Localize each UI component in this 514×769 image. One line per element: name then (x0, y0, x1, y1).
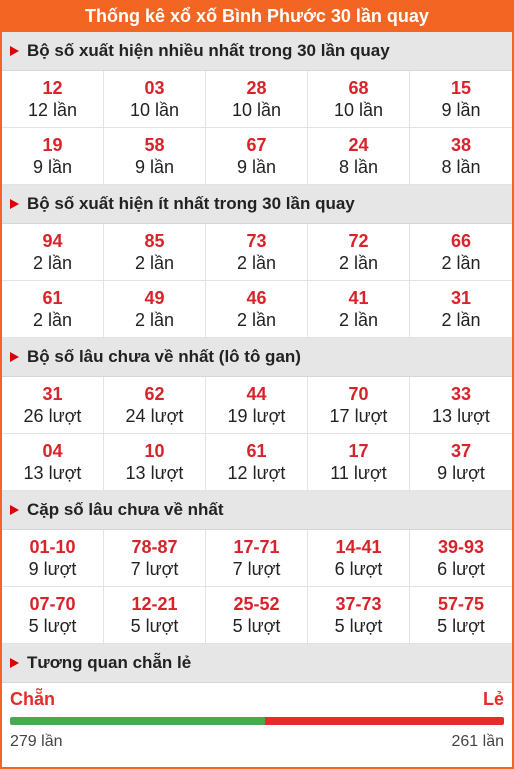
section-heading (2, 338, 512, 377)
occurrence-count: 9 lượt (437, 463, 485, 483)
number-cell (2, 128, 104, 185)
odd-count: 261 lần (451, 733, 504, 750)
lottery-number[interactable]: 67 (246, 135, 267, 155)
occurrence-count: 2 lần (134, 253, 175, 273)
number-cell (410, 377, 512, 434)
number-cell (410, 587, 512, 644)
number-cell (206, 281, 308, 338)
lottery-number[interactable]: 78-87 (131, 537, 178, 557)
number-cell (2, 587, 104, 644)
occurrence-count: 7 lượt (232, 559, 281, 579)
lottery-number[interactable]: 12 (42, 78, 63, 98)
lottery-number[interactable]: 66 (450, 231, 472, 251)
occurrence-count: 9 lượt (28, 559, 77, 579)
lottery-number[interactable]: 41 (348, 288, 369, 308)
occurrence-count: 8 lần (338, 157, 379, 177)
number-cell (410, 434, 512, 491)
stat-section (2, 185, 512, 338)
section-heading-text: Cặp số lâu chưa về nhất (27, 500, 224, 519)
occurrence-count: 2 lần (441, 310, 481, 330)
section-heading-text: Bộ số xuất hiện ít nhất trong 30 lần quay (27, 194, 355, 213)
lottery-number[interactable]: 94 (42, 231, 63, 251)
lottery-number[interactable]: 85 (144, 231, 165, 251)
lottery-number[interactable]: 73 (246, 231, 267, 251)
sections-container (2, 32, 512, 644)
number-cell (308, 71, 410, 128)
occurrence-count: 12 lần (27, 100, 78, 120)
number-cell (308, 377, 410, 434)
lottery-number[interactable]: 04 (42, 441, 63, 461)
number-cell (104, 434, 206, 491)
lottery-number[interactable]: 70 (348, 384, 369, 404)
lottery-number[interactable]: 37-73 (335, 594, 382, 614)
lottery-number[interactable]: 24 (348, 135, 369, 155)
parity-counts (10, 733, 504, 751)
lottery-number[interactable]: 25-52 (233, 594, 280, 614)
lottery-number[interactable]: 61 (246, 441, 267, 461)
number-grid (2, 377, 512, 491)
occurrence-count: 9 lần (236, 157, 277, 177)
parity-labels (10, 689, 504, 711)
occurrence-count: 7 lượt (130, 559, 179, 579)
lottery-number[interactable]: 10 (144, 441, 165, 461)
lottery-number[interactable]: 19 (42, 135, 63, 155)
occurrence-count: 5 lượt (437, 616, 485, 636)
occurrence-count: 2 lần (134, 310, 175, 330)
even-bar (10, 717, 265, 725)
occurrence-count: 13 lượt (432, 406, 490, 426)
section-heading (2, 491, 512, 530)
number-cell (206, 434, 308, 491)
occurrence-count: 2 lần (441, 253, 481, 273)
occurrence-count: 5 lượt (28, 616, 77, 636)
lottery-number[interactable]: 14-41 (335, 537, 382, 557)
number-cell (2, 281, 104, 338)
occurrence-count: 8 lần (441, 157, 481, 177)
section-heading-text: Tương quan chẵn lẻ (27, 653, 192, 672)
occurrence-count: 13 lượt (23, 463, 82, 483)
number-cell (410, 530, 512, 587)
occurrence-count: 13 lượt (125, 463, 184, 483)
occurrence-count: 6 lượt (437, 559, 485, 579)
occurrence-count: 17 lượt (329, 406, 388, 426)
occurrence-count: 6 lượt (334, 559, 383, 579)
number-cell (2, 71, 104, 128)
triangle-bullet-icon (10, 352, 19, 362)
number-cell (104, 587, 206, 644)
lottery-number[interactable]: 58 (144, 135, 165, 155)
stat-section (2, 338, 512, 491)
number-cell (308, 587, 410, 644)
occurrence-count: 10 lần (333, 100, 384, 120)
lottery-number[interactable]: 38 (450, 135, 472, 155)
occurrence-count: 10 lần (129, 100, 180, 120)
occurrence-count: 5 lượt (334, 616, 383, 636)
number-cell (308, 434, 410, 491)
occurrence-count: 24 lượt (125, 406, 184, 426)
even-label: Chẵn (10, 689, 55, 709)
stat-section (2, 32, 512, 185)
even-count: 279 lần (10, 733, 63, 750)
parity-section (2, 644, 512, 751)
lottery-number[interactable]: 31 (42, 384, 63, 404)
occurrence-count: 12 lượt (227, 463, 286, 483)
stat-section (2, 491, 512, 644)
occurrence-count: 2 lần (236, 310, 277, 330)
occurrence-count: 2 lần (236, 253, 277, 273)
number-cell (206, 128, 308, 185)
lottery-number[interactable]: 37 (450, 441, 472, 461)
number-cell (410, 281, 512, 338)
number-grid (2, 71, 512, 185)
occurrence-count: 5 lượt (232, 616, 281, 636)
number-cell (206, 530, 308, 587)
lottery-number[interactable]: 07-70 (29, 594, 76, 614)
occurrence-count: 2 lần (32, 253, 73, 273)
odd-label: Lẻ (482, 689, 504, 709)
occurrence-count: 11 lượt (330, 463, 387, 483)
section-heading-text: Bộ số lâu chưa về nhất (lô tô gan) (27, 347, 301, 366)
number-cell (2, 224, 104, 281)
lottery-number[interactable]: 31 (450, 288, 472, 308)
number-cell (206, 377, 308, 434)
parity-chart (2, 689, 512, 751)
number-cell (104, 128, 206, 185)
triangle-bullet-icon (10, 46, 19, 56)
occurrence-count: 2 lần (338, 253, 379, 273)
lottery-number[interactable]: 44 (246, 384, 267, 404)
number-cell (206, 587, 308, 644)
occurrence-count: 2 lần (32, 310, 73, 330)
lottery-number[interactable]: 03 (144, 78, 165, 98)
number-cell (104, 377, 206, 434)
lottery-number[interactable]: 57-75 (437, 594, 485, 614)
number-cell (308, 224, 410, 281)
occurrence-count: 9 lần (32, 157, 73, 177)
number-cell (410, 71, 512, 128)
odd-bar (265, 717, 504, 725)
number-cell (2, 434, 104, 491)
lottery-number[interactable]: 61 (42, 288, 63, 308)
occurrence-count: 26 lượt (23, 406, 82, 426)
section-heading (2, 185, 512, 224)
section-heading (2, 32, 512, 71)
page-title: Thống kê xổ xố Bình Phước 30 lần quay (2, 2, 512, 32)
lottery-number[interactable]: 68 (348, 78, 369, 98)
number-cell (104, 71, 206, 128)
lottery-number[interactable]: 33 (450, 384, 472, 404)
triangle-bullet-icon (10, 199, 19, 209)
lottery-number[interactable]: 72 (348, 231, 369, 251)
lottery-number[interactable]: 01-10 (29, 537, 76, 557)
number-cell (410, 224, 512, 281)
lottery-number[interactable]: 15 (450, 78, 472, 98)
lottery-number[interactable]: 28 (246, 78, 267, 98)
occurrence-count: 2 lần (338, 310, 379, 330)
number-cell (308, 128, 410, 185)
number-cell (410, 128, 512, 185)
number-cell (2, 377, 104, 434)
number-cell (104, 530, 206, 587)
section-heading (2, 644, 512, 683)
parity-bar (10, 717, 504, 725)
occurrence-count: 9 lần (134, 157, 175, 177)
occurrence-count: 9 lần (441, 100, 481, 120)
lottery-number[interactable]: 49 (144, 288, 165, 308)
triangle-bullet-icon (10, 658, 19, 668)
number-cell (2, 530, 104, 587)
lottery-number[interactable]: 17 (348, 441, 369, 461)
occurrence-count: 5 lượt (130, 616, 179, 636)
number-cell (104, 281, 206, 338)
lottery-number[interactable]: 46 (246, 288, 267, 308)
number-cell (206, 71, 308, 128)
number-cell (206, 224, 308, 281)
number-grid (2, 530, 512, 644)
section-heading-text: Bộ số xuất hiện nhiều nhất trong 30 lần quay (27, 41, 390, 60)
lottery-number[interactable]: 39-93 (437, 537, 485, 557)
triangle-bullet-icon (10, 505, 19, 515)
lottery-number[interactable]: 12-21 (131, 594, 178, 614)
occurrence-count: 10 lần (231, 100, 282, 120)
lottery-number[interactable]: 17-71 (233, 537, 280, 557)
number-cell (308, 281, 410, 338)
lottery-number[interactable]: 62 (144, 384, 165, 404)
number-cell (308, 530, 410, 587)
number-grid (2, 224, 512, 338)
occurrence-count: 19 lượt (227, 406, 286, 426)
number-cell (104, 224, 206, 281)
